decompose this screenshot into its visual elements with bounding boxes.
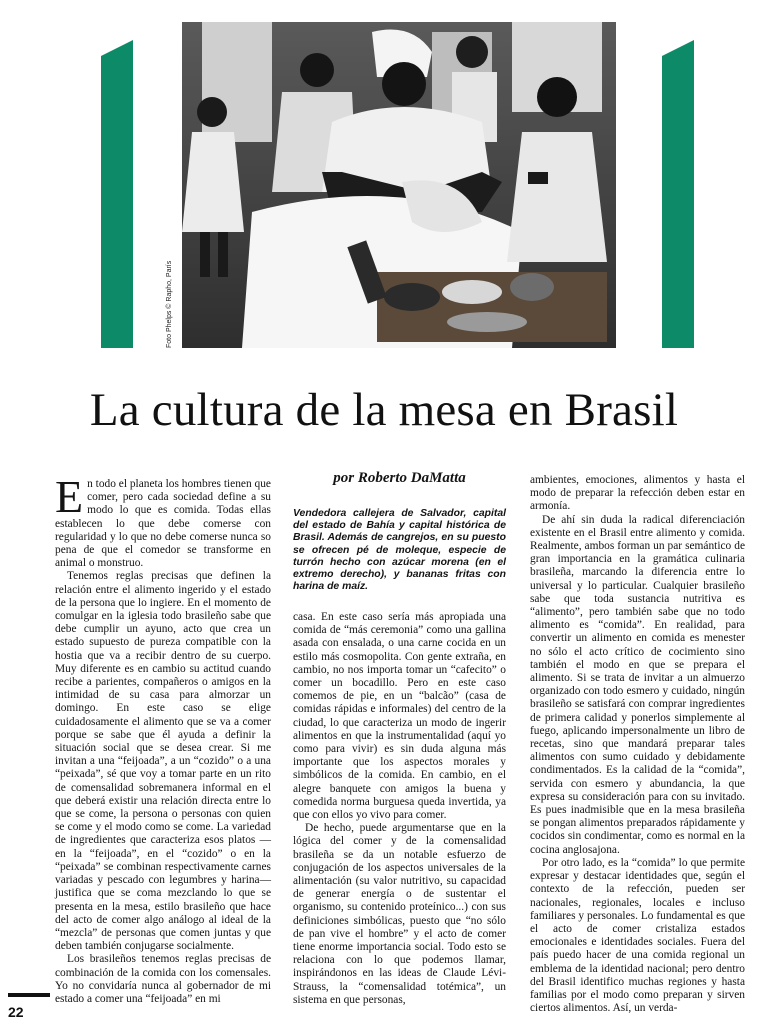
photo-caption: Vendedora callejera de Salvador, capital del estado de Bahía y capital histórica de Brasil. Además de cangrejos, en su puesto se ofrecen pé de moleque, especie de turrón hecho con azúcar morena (en el extremo derecho), y bananas fritas con harina de maíz. [293, 508, 506, 593]
drop-cap: E [55, 471, 84, 522]
page-number: 22 [8, 1004, 24, 1020]
paragraph: Por otro lado, es la “comida” lo que permite expresar y destacar identidades que, según el contexto de la refección, pueden ser nacionales, regionales, locales e incluso familiares y personales. Lo fundamental es que el acto de comer cristaliza estados emocionales e identidades sociales. Fuera del país puedo hacer de una comida regional un emblema de la identidad nacional; pero dentro del Brasil identifico muchas regiones y hasta familias por el modo como preparan y sirven ciertos alimentos. Así, un verda- [530, 856, 745, 1015]
article-title: La cultura de la mesa en Brasil [89, 384, 679, 436]
paragraph: casa. En este caso sería más apropiada una comida de “más ceremonia” como una gallina asada con ensalada, o una carne cocida en un estilo más cosmopolita. Con gente extraña, en cambio, no nos importa tomar un “cafecito” o comer un bocadillo. Pero en este caso comemos de pie, en un “balcão” (casa de comidas rápidas e informales) del centro de la ciudad, lo que caracteriza un modo de ingerir alimentos en que la instrumentalidad (aquí yo como para vivir) es sin duda alguna más importante que los aspectos morales y simbólicos de la comida. En cambio, en el alegre banquete con amigos la buena y comedida norma burguesa queda invertida, ya que con ellos yo vivo para comer. [293, 611, 506, 822]
article-byline: por Roberto DaMatta [333, 470, 466, 486]
paragraph: En todo el planeta los hombres tienen que comer, pero cada sociedad define a su modo lo que es comida. Todas ellas establecen lo que debe comerse con regularidad y lo que no debe comerse nunca so pena de que el comedor se transforme en animal o monstruo. [55, 471, 271, 570]
paragraph: De ahí sin duda la radical diferenciación existente en el Brasil entre alimento y comida. Realmente, ambos forman un par semántico de gran importancia en la gramática culinaria brasileña, marcando la diferencia entre lo universal y lo particular. Cualquier brasileño sabe que toda sustancia nutritiva es “alimento”, pero también sabe que no todo alimento es “comida”. En realidad, para convertir un alimento en comida es menester no sólo el acto crítico de cocimiento sino también el modo en que se prepara el alimento. Si se trata de invitar a un almuerzo organizado con todo esmero y cuidado, ningún brasileño se satisfará con comprar ingredientes de primera calidad y ponerlos simplemente al fuego, aplicando impersonalmente un libro de recetas, sino que mandará preparar tales alimentos con sumo cuidado y debidamente condimentados. Es la calidad de la “comida”, servida con esmero y abundancia, la que expresa su consideración para con su invitado. Es pues inadmisible que en la mesa brasileña se pongan alimentos preparados rápidamente y cocidos sin condimentar, como es normal en la cocina anglosajona. [530, 513, 745, 856]
photo-street-vendor [182, 22, 616, 348]
decorative-bar-left [101, 40, 133, 348]
photo-credit: Foto Phelps © Rapho, París [166, 260, 173, 348]
paragraph: ambientes, emociones, alimentos y hasta el modo de preparar la refección deben estar en armonía. [530, 474, 745, 513]
photo-image [182, 22, 616, 348]
article-column-1 [55, 471, 271, 1006]
paragraph: De hecho, puede argumentarse que en la lógica del comer y de la comensalidad brasileña se da un notable esfuerzo de conjugación de los aspectos universales de la alimentación (su valor nutritivo, su capacidad de generar energía o de sustentar el organismo, su contenido proteínico...) con sus definiciones simbólicas, puesto que “no sólo de pan vive el hombre” y el acto de comer tiene enorme importancia social. Todo esto se relaciona con lo que podemos llamar, inspirándonos en las ideas de Claude Lévi-Strauss, la “comensalidad totémica”, un sistema en que personas, [293, 822, 506, 1006]
paragraph: Los brasileños tenemos reglas precisas de combinación de la comida con los comensales. Yo no convidaría nunca al gobernador de mi estado a comer una “feijoada” en mi [55, 953, 271, 1005]
paragraph: Tenemos reglas precisas que definen la relación entre el alimento ingerido y el estado de la persona que lo ingiere. En el momento de comulgar en la iglesia todo brasileño sabe que debe cumplir un ayuno, acto que crea un estado supuesto de pureza compatible con la hostia que va a recibir dentro de su cuerpo. Muy diferente es en cambio su actitud cuando recibe a parientes, compañeros o amigos en la intimidad de su casa para almorzar un domingo. En este caso se elige cuidadosamente el alimento que se va a comer porque se sabe que él ayuda a definir la situación social que se desea crear. Si me invitan a una “feijoada”, a un “cozido” o a una “peixada”, sé que voy a tomar parte en un rito de comensalidad sobremanera informal en el que deberá existir una relación directa entre lo que se come, la persona o personas con quien se come y el modo como se come. La variedad de ingredientes que caracteriza esos platos —en la “feijoada”, en el “cozido” o en la “peixada” se combinan respectivamente carnes variadas y pescado con legumbres y harina— justifica que se coma mezclando lo que se presenta en la mesa, estilo brasileño que hace del acto de comer algo análogo al ideal de la “mezcla” de personas que comen juntas y que deben también conjugarse socialmente. [55, 570, 271, 953]
page-number-rule [8, 993, 50, 997]
decorative-bar-right [662, 40, 694, 348]
article-column-3 [530, 474, 745, 1015]
article-column-2 [293, 611, 506, 1007]
